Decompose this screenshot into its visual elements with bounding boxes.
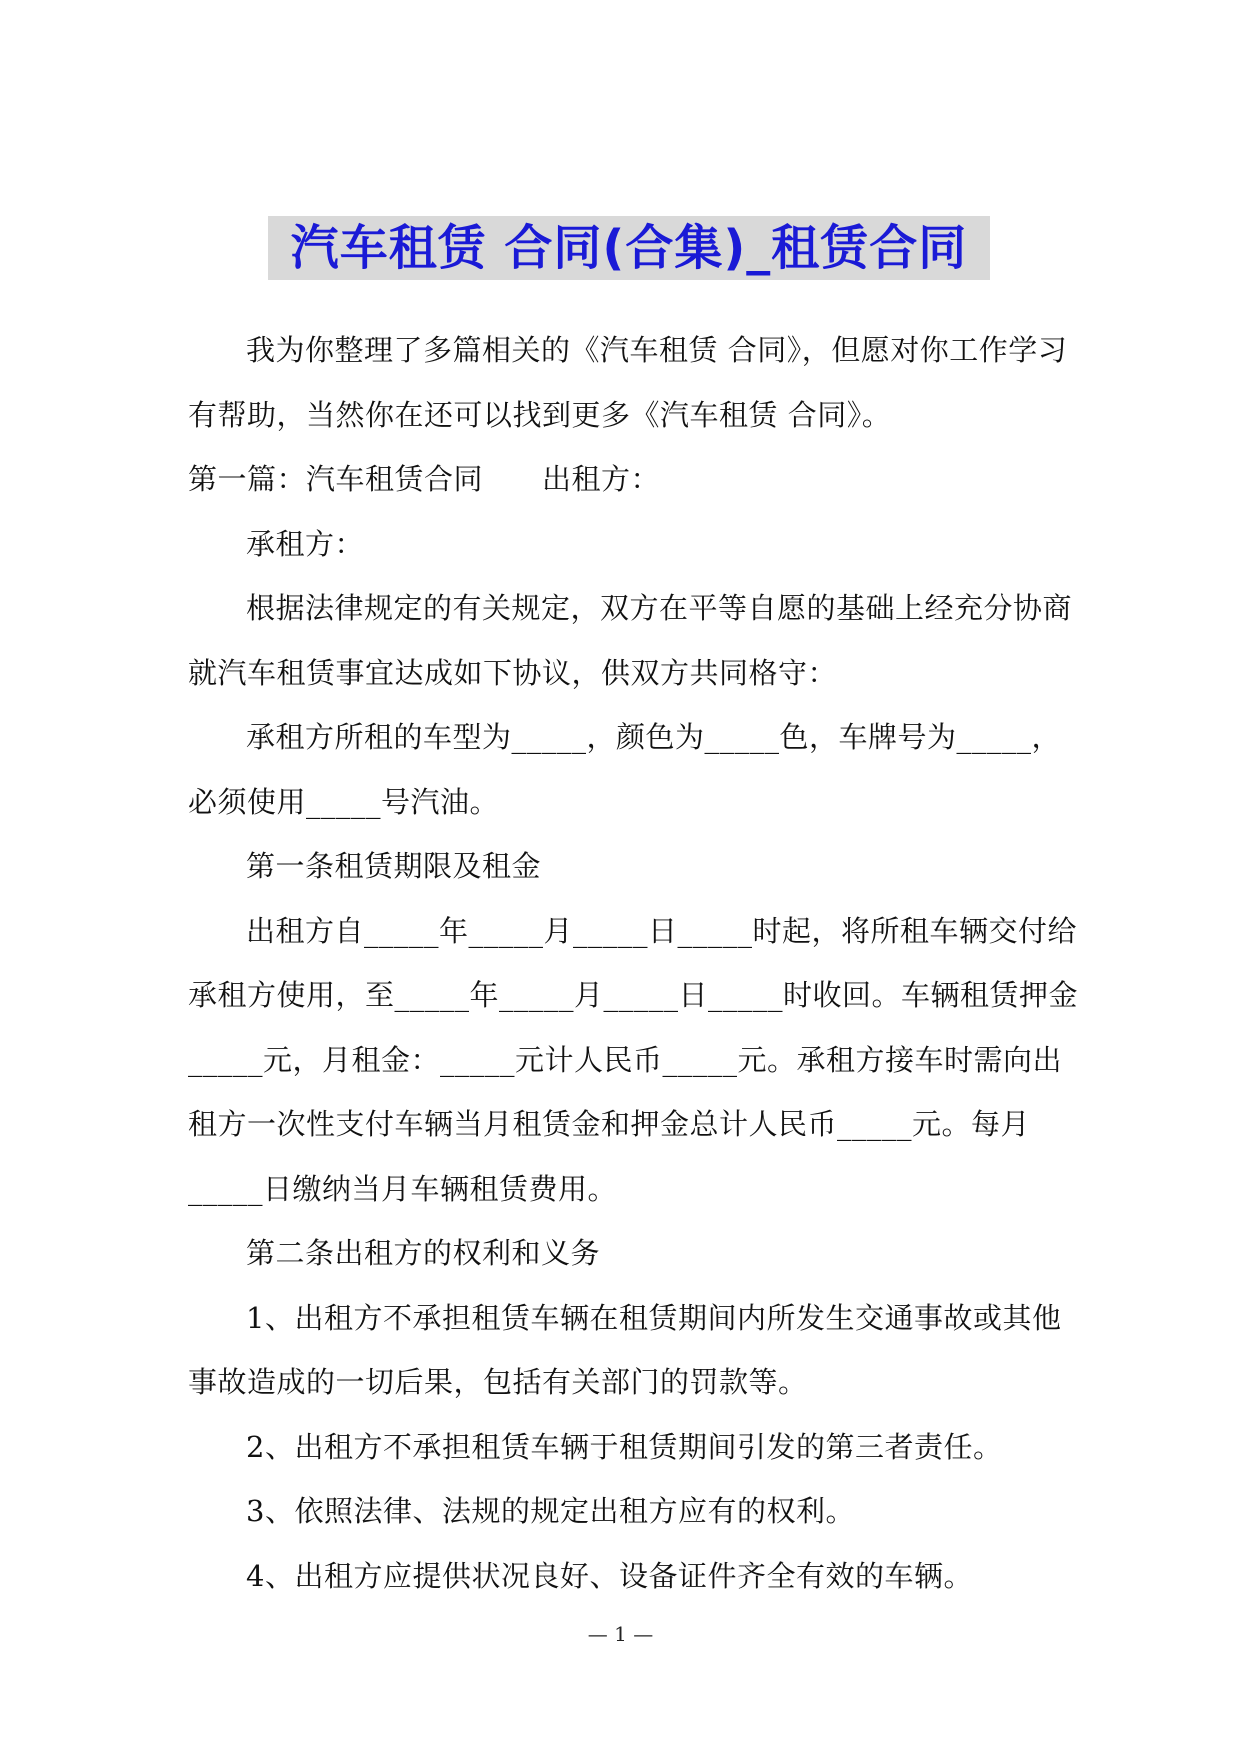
- document-title: 汽车租赁 合同(合集)_租赁合同: [290, 220, 968, 276]
- paragraph-line: 有帮助，当然你在还可以找到更多《汽车租赁 合同》。: [188, 397, 892, 432]
- paragraph-line: 必须使用_____号汽油。: [188, 784, 500, 819]
- list-item-line: 事故造成的一切后果，包括有关部门的罚款等。: [188, 1365, 808, 1399]
- document-body: [188, 318, 1079, 1608]
- paragraph-line: 承租方使用，至_____年_____月_____日_____时收回。车辆租赁押金: [188, 978, 1079, 1012]
- paragraph-line: 承租方所租的车型为_____，颜色为_____色，车牌号为_____，: [246, 720, 1062, 754]
- page-number: — 1 —: [587, 1622, 654, 1646]
- list-item-line: 1、出租方不承担租赁车辆在租赁期间内所发生交通事故或其他: [246, 1300, 1062, 1335]
- paragraph-line: 租方一次性支付车辆当月租赁金和押金总计人民币_____元。每月: [188, 1107, 1031, 1141]
- paragraph-line: 根据法律规定的有关规定，双方在平等自愿的基础上经充分协商: [246, 591, 1073, 625]
- article-heading: 第二条出租方的权利和义务: [246, 1236, 601, 1270]
- paragraph-line: 就汽车租赁事宜达成如下协议，供双方共同格守：: [188, 655, 838, 690]
- paragraph-line: 承租方：: [246, 526, 365, 561]
- list-item-line: 4、出租方应提供状况良好、设备证件齐全有效的车辆。: [246, 1558, 973, 1593]
- section-heading-line: 第一篇：汽车租赁合同 出租方：: [188, 462, 661, 496]
- paragraph-line: _____日缴纳当月车辆租赁费用。: [188, 1171, 618, 1206]
- article-heading: 第一条租赁期限及租金: [246, 849, 542, 883]
- paragraph-line: 出租方自_____年_____月_____日_____时起，将所租车辆交付给: [246, 913, 1078, 948]
- paragraph-line: 我为你整理了多篇相关的《汽车租赁 合同》，但愿对你工作学习: [246, 333, 1068, 367]
- paragraph-line: _____元，月租金：_____元计人民币_____元。承租方接车时需向出: [188, 1042, 1063, 1077]
- list-item-line: 2、出租方不承担租赁车辆于租赁期间引发的第三者责任。: [246, 1429, 1003, 1464]
- list-item-line: 3、依照法律、法规的规定出租方应有的权利。: [246, 1494, 855, 1528]
